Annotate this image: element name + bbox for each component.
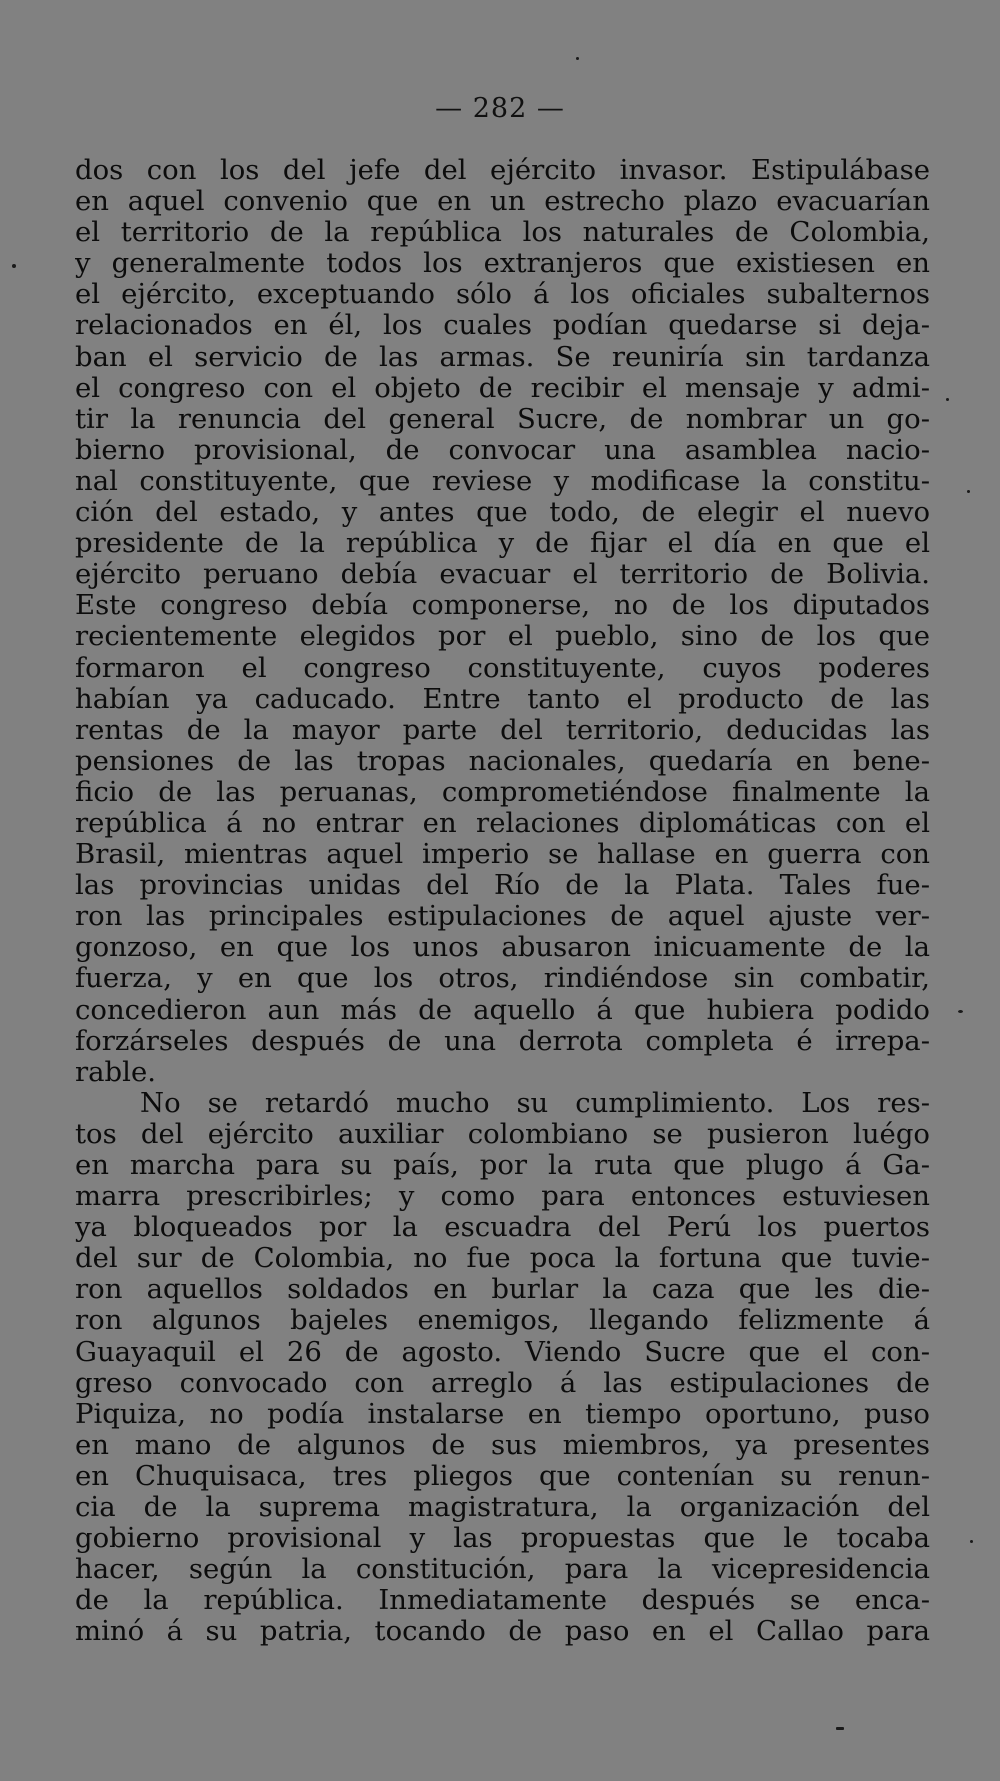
text-line: el ejército, exceptuando sólo á los oficiales subalternos	[75, 279, 930, 311]
text-line: forzárseles después de una derrota completa é irrepa-	[75, 1025, 930, 1057]
text-line: hacer, según la constitución, para la vicepresidencia	[75, 1554, 930, 1586]
text-line: greso convocado con arreglo á las estipulaciones de	[75, 1367, 930, 1399]
text-line: presidente de la república y de fijar el día en que el	[75, 528, 930, 560]
text-line: bierno provisional, de convocar una asamblea nacio-	[75, 434, 930, 466]
scan-speck	[836, 1727, 844, 1730]
text-line: fuerza, y en que los otros, rindiéndose sin combatir,	[75, 963, 930, 995]
text-line: marra prescribirles; y como para entonces estuviesen	[75, 1181, 930, 1213]
text-line: en marcha para su país, por la ruta que plugo á Ga-	[75, 1150, 930, 1181]
text-line: en aquel convenio que en un estrecho plazo evacuarían	[75, 186, 930, 218]
text-line: relacionados en él, los cuales podían quedarse si deja-	[75, 310, 930, 342]
text-line: minó á su patria, tocando de paso en el Callao para	[75, 1616, 930, 1648]
text-line: tos del ejército auxiliar colombiano se pusieron luégo	[75, 1118, 930, 1150]
text-line: ficio de las peruanas, comprometiéndose finalmente la	[75, 776, 930, 808]
text-line: y generalmente todos los extranjeros que existiesen en	[75, 248, 930, 280]
text-line: ron las principales estipulaciones de aquel ajuste ver-	[75, 901, 930, 933]
text-line: Brasil, mientras aquel imperio se hallase en guerra con	[75, 839, 930, 871]
text-line: de la república. Inmediatamente después se enca-	[75, 1585, 930, 1617]
scan-speck	[970, 1540, 973, 1543]
text-line: cia de la suprema magistratura, la organización del	[75, 1492, 930, 1524]
scan-speck	[967, 490, 970, 493]
text-line: rable.	[75, 1056, 156, 1088]
text-line: formaron el congreso constituyente, cuyos poderes	[75, 652, 930, 684]
text-line: república á no entrar en relaciones diplomáticas con el	[75, 807, 930, 839]
text-line: Piquiza, no podía instalarse en tiempo oportuno, puso	[75, 1398, 930, 1430]
body-text	[75, 155, 930, 1648]
text-line: habían ya caducado. Entre tanto el producto de las	[75, 683, 930, 715]
text-line: dos con los del jefe del ejército invasor. Estipulábase	[75, 155, 930, 186]
page-number: — 282 —	[435, 93, 565, 124]
text-line: ción del estado, y antes que todo, de elegir el nuevo	[75, 497, 930, 529]
text-line: el congreso con el objeto de recibir el mensaje y admi-	[75, 372, 930, 404]
scan-speck	[576, 57, 579, 60]
text-line: gobierno provisional y las propuestas que le tocaba	[75, 1523, 930, 1555]
text-line: No se retardó mucho su cumplimiento. Los res-	[140, 1087, 930, 1119]
text-line: rentas de la mayor parte del territorio, deducidas las	[75, 714, 930, 746]
text-line: en mano de algunos de sus miembros, ya presentes	[75, 1429, 930, 1461]
scan-speck	[946, 398, 949, 401]
text-line: en Chuquisaca, tres pliegos que contenían su renun-	[75, 1460, 930, 1492]
text-line: tir la renuncia del general Sucre, de nombrar un go-	[75, 403, 930, 435]
scan-speck	[12, 264, 16, 268]
text-line: las provincias unidas del Río de la Plata. Tales fue-	[75, 870, 930, 902]
text-line: Guayaquil el 26 de agosto. Viendo Sucre que el con-	[75, 1336, 930, 1368]
text-line: recientemente elegidos por el pueblo, sino de los que	[75, 621, 930, 653]
text-line: ejército peruano debía evacuar el territorio de Bolivia.	[75, 559, 930, 591]
text-line: ban el servicio de las armas. Se reuniría sin tardanza	[75, 341, 930, 373]
text-line: Este congreso debía componerse, no de los diputados	[75, 590, 930, 622]
text-line: gonzoso, en que los unos abusaron inicuamente de la	[75, 932, 930, 964]
scan-speck	[958, 1010, 963, 1013]
text-line: ron algunos bajeles enemigos, llegando felizmente á	[75, 1305, 930, 1337]
text-line: pensiones de las tropas nacionales, quedaría en bene-	[75, 745, 930, 777]
text-line: ya bloqueados por la escuadra del Perú los puertos	[75, 1212, 930, 1244]
text-line: concedieron aun más de aquello á que hubiera podido	[75, 994, 930, 1026]
text-line: nal constituyente, que reviese y modificase la constitu-	[75, 465, 930, 497]
text-line: del sur de Colombia, no fue poca la fortuna que tuvie-	[75, 1243, 930, 1275]
text-line: ron aquellos soldados en burlar la caza que les die-	[75, 1274, 930, 1306]
text-line: el territorio de la república los naturales de Colombia,	[75, 217, 930, 249]
